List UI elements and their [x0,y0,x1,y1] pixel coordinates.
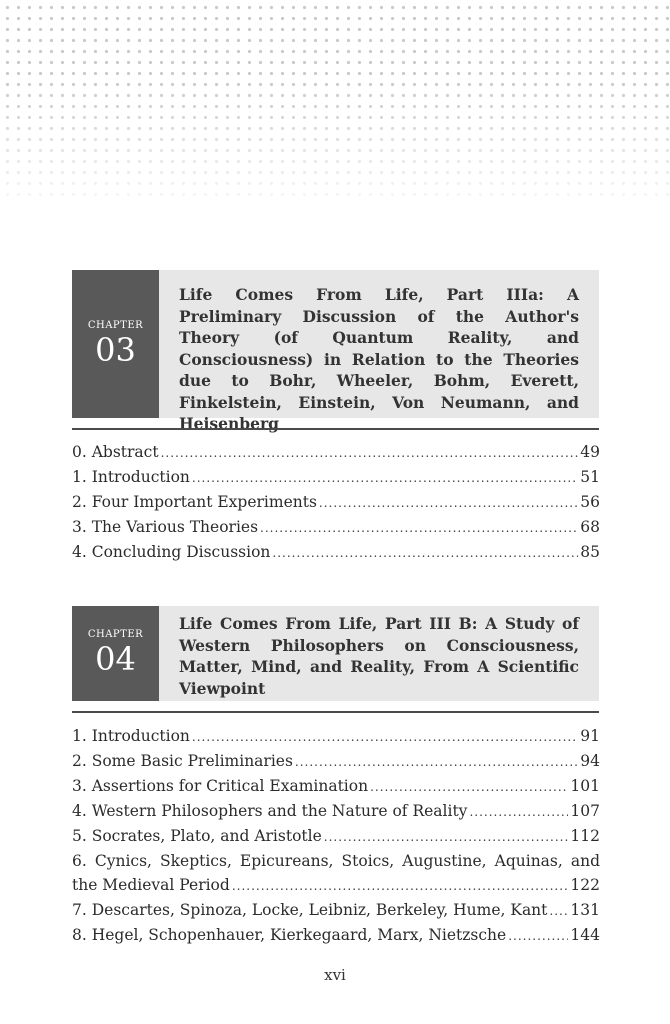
toc-entry[interactable] [72,799,600,824]
toc-entry-label: 5. Socrates, Plato, and Aristotle [72,827,322,845]
toc-entry-wrapped[interactable] [72,849,600,898]
toc-entry-label-line2: the Medieval Period [72,876,230,894]
dot-leader [161,441,579,465]
toc-entry-label: 2. Some Basic Preliminaries [72,752,293,770]
toc-entry-label: 1. Introduction [72,727,190,745]
dot-pattern-header [0,0,670,200]
toc-entry-label: 0. Abstract [72,443,159,461]
toc-entry-page: 107 [570,802,600,820]
dot-leader [324,825,569,849]
dot-leader [370,775,568,799]
toc-list-chapter-04 [72,724,600,948]
dot-leader [549,899,568,923]
toc-entry-page: 94 [580,752,600,770]
chapter-badge [72,606,159,701]
toc-entry-page: 112 [570,827,600,845]
chapter-badge-number: 03 [95,330,136,369]
dot-leader [469,800,568,824]
toc-entry-page: 51 [580,468,600,486]
toc-entry-label-line1: 6. Cynics, Skeptics, Epicureans, Stoics, Augustine, Aquinas, and [72,852,600,870]
divider-rule [72,711,599,713]
toc-entry[interactable] [72,540,600,565]
chapter-04-header [72,606,599,701]
chapter-title: Life Comes From Life, Part III B: A Study of Western Philosophers on Consciousness, Matter, Mind, and Reality, From A Scientific Viewpoint [179,614,579,698]
chapter-badge-label: CHAPTER [87,319,144,331]
toc-entry-label: 4. Concluding Discussion [72,543,271,561]
dot-leader [232,874,569,898]
chapter-badge [72,270,159,418]
toc-entry-page: 85 [580,543,600,561]
toc-entry-label: 7. Descartes, Spinoza, Locke, Leibniz, Berkeley, Hume, Kant [72,901,548,919]
dot-leader [192,725,578,749]
toc-entry-page: 56 [580,493,600,511]
toc-entry[interactable] [72,923,600,948]
dot-leader [272,541,578,565]
toc-entry-label: 1. Introduction [72,468,190,486]
dot-leader [295,750,578,774]
toc-entry-page: 91 [580,727,600,745]
dot-leader [508,924,568,948]
toc-entry[interactable] [72,724,600,749]
toc-entry[interactable] [72,440,600,465]
toc-entry[interactable] [72,749,600,774]
toc-entry[interactable] [72,490,600,515]
toc-entry-page: 144 [570,926,600,944]
toc-entry-page: 131 [570,901,600,919]
dot-leader [192,466,578,490]
toc-entry-label: 2. Four Important Experiments [72,493,317,511]
chapter-badge-number: 04 [95,640,136,678]
chapter-03-header [72,270,599,433]
toc-entry[interactable] [72,774,600,799]
divider-rule [72,428,599,430]
toc-entry[interactable] [72,898,600,923]
chapter-title: Life Comes From Life, Part IIIa: A Preliminary Discussion of the Author's Theory (of Quantum Reality, and Consciousness) in Relation to the Theories due to Bohr, Wheeler, Bohm, Everett, Finkelstein, Einstein, Von Neumann, and Heisenberg [179,285,579,433]
toc-list-chapter-03 [72,440,600,565]
toc-entry[interactable] [72,824,600,849]
dot-leader [319,491,578,515]
toc-entry[interactable] [72,515,600,540]
toc-entry-page: 101 [570,777,600,795]
toc-entry-line2 [72,873,600,898]
toc-entry-label: 8. Hegel, Schopenhauer, Kierkegaard, Marx, Nietzsche [72,926,507,944]
toc-entry-label: 4. Western Philosophers and the Nature of Reality [72,802,468,820]
toc-entry-page: 122 [570,876,600,894]
toc-entry-page: 68 [580,518,600,536]
page-number: xvi [324,966,346,984]
toc-entry-label: 3. Assertions for Critical Examination [72,777,369,795]
dot-leader [260,516,578,540]
toc-entry-label: 3. The Various Theories [72,518,259,536]
toc-entry[interactable] [72,465,600,490]
toc-entry-page: 49 [580,443,600,461]
chapter-badge-label: CHAPTER [87,629,144,640]
